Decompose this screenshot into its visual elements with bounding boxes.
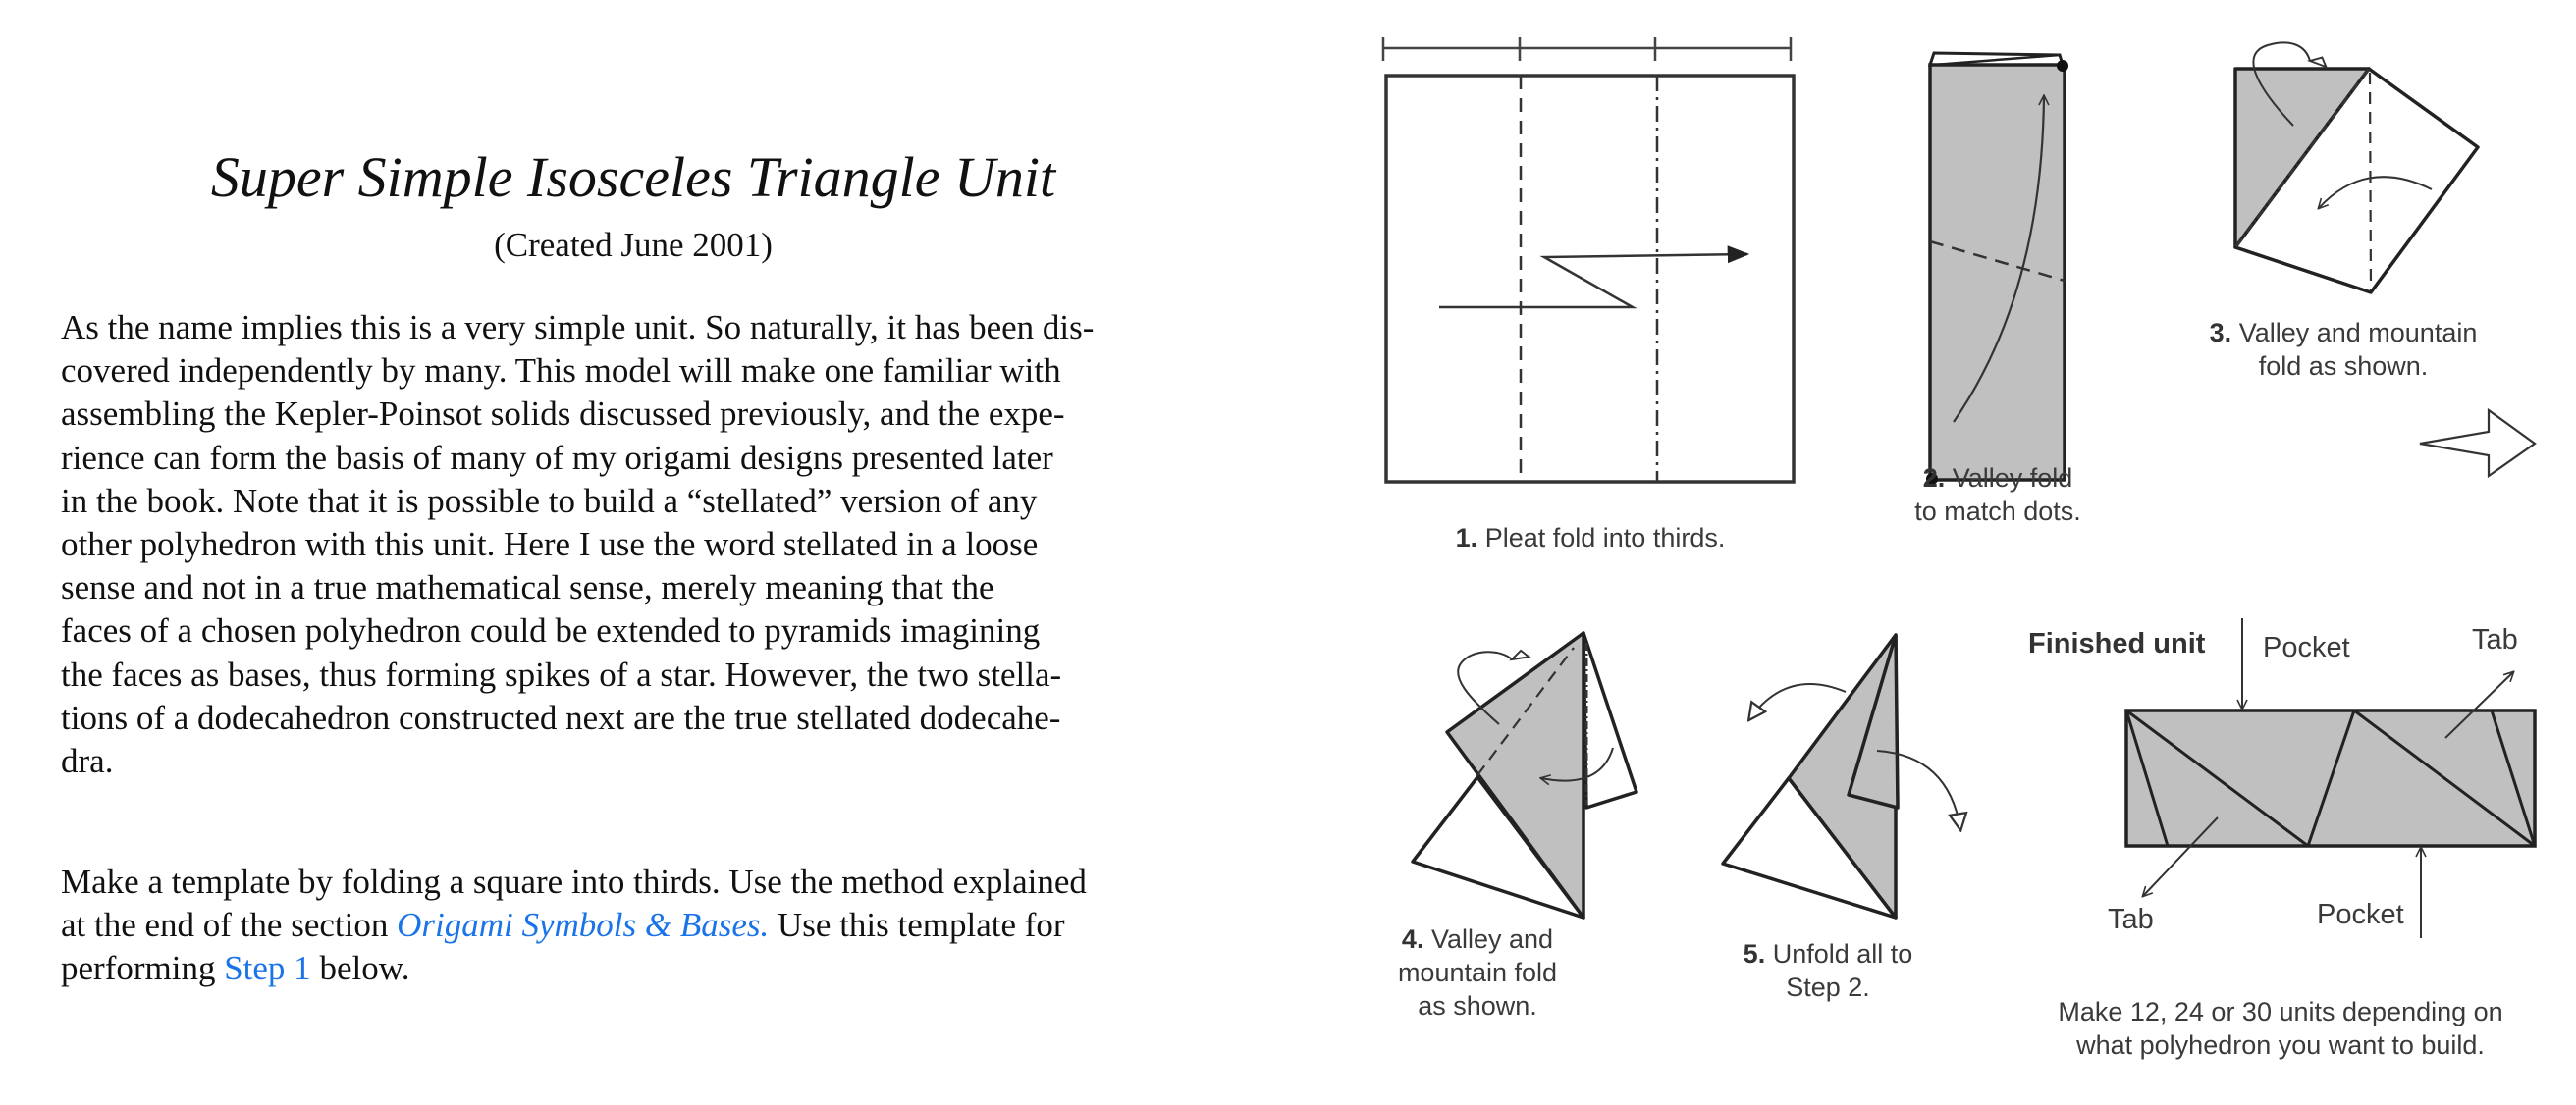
text-run: at the end of the section [61,906,398,945]
step-2-caption [1900,461,2096,528]
step-number: 5. [1743,939,1766,969]
step-text: mountain fold [1397,958,1558,987]
note-line: Make 12, 24 or 30 units depending on [2058,997,2503,1026]
step-5-caption [1730,937,1926,1004]
paragraph-line: faces of a chosen polyhedron could be extended to pyramids imagining [61,611,1041,651]
next-arrow-icon [2420,410,2535,476]
finished-unit-diagram [2126,618,2535,938]
paragraph-line: As the name implies this is a very simple unit. So naturally, it has been dis- [61,308,1095,346]
step-3-diagram [2235,42,2478,292]
thirds-scale-bar [1383,37,1791,61]
paragraph-line: tions of a dodecahedron constructed next are the true stellated dodecahe- [61,698,1061,737]
pocket-label-top: Pocket [2263,632,2350,663]
step-number: 3. [2209,318,2232,347]
tab-label-bottom: Tab [2108,904,2154,935]
text-run: below. [310,949,410,988]
step-1-diagram [1383,37,1794,482]
paragraph-line: other polyhedron with this unit. Here I use the word stellated in a loose [61,524,1039,563]
unfold-arrow-icon [1749,684,1846,719]
article-subtitle: (Created June 2001) [494,226,773,264]
step-5-diagram [1723,635,1960,918]
step-1-link[interactable]: Step 1 [224,949,311,988]
pocket-label-bottom: Pocket [2317,899,2404,930]
note-line: what polyhedron you want to build. [2076,1030,2485,1060]
step-text: as shown. [1418,991,1537,1021]
text-run: Use this template for [769,906,1065,945]
folded-strip [1930,65,2065,480]
paragraph-line: the faces as bases, thus forming spikes of a star. However, the two stella- [61,655,1062,694]
step-text: Valley fold [1952,463,2073,493]
article-title: Super Simple Isosceles Triangle Unit [210,145,1056,209]
paragraph-line: assembling the Kepler-Poinsot solids discussed previously, and the expe- [61,395,1065,434]
paragraph-line: sense and not in a true mathematical sense, merely meaning that the [61,568,994,607]
step-text: Unfold all to [1772,939,1913,969]
tab-label-top: Tab [2472,624,2518,656]
step-text: Pleat fold into thirds. [1484,523,1726,552]
finished-unit-note [2032,995,2529,1062]
paragraph-line: dra. [61,741,114,780]
step-number: 4. [1401,924,1424,954]
step-text: Valley and [1430,924,1554,954]
step-text: Valley and mountain [2238,318,2478,347]
paragraph-line: Make a template by folding a square into thirds. Use the method explained [61,863,1087,901]
paragraph-line: covered independently by many. This model will make one familiar with [61,351,1061,391]
paragraph-line: in the book. Note that it is possible to build a “stellated” version of any [61,481,1038,520]
step-4-diagram [1413,633,1637,918]
match-dot-top [2057,60,2068,72]
step-4-caption [1379,922,1576,1023]
paper-square [1386,76,1794,482]
step-number: 2. [1922,463,1946,493]
step-number: 1. [1455,523,1478,552]
text-run: performing [61,949,225,988]
step-text: to match dots. [1914,497,2081,526]
origami-symbols-bases-link[interactable]: Origami Symbols & Bases. [397,906,770,945]
finished-unit-heading: Finished unit [2028,628,2206,659]
step-2-diagram [1926,53,2068,485]
step-text: Step 2. [1786,973,1870,1002]
step-text: fold as shown. [2258,351,2429,381]
back-flap [1583,633,1637,808]
paragraph-line: rience can form the basis of many of my origami designs presented later [61,438,1053,477]
step-3-caption [2191,316,2496,383]
step-1-caption [1414,521,1767,554]
